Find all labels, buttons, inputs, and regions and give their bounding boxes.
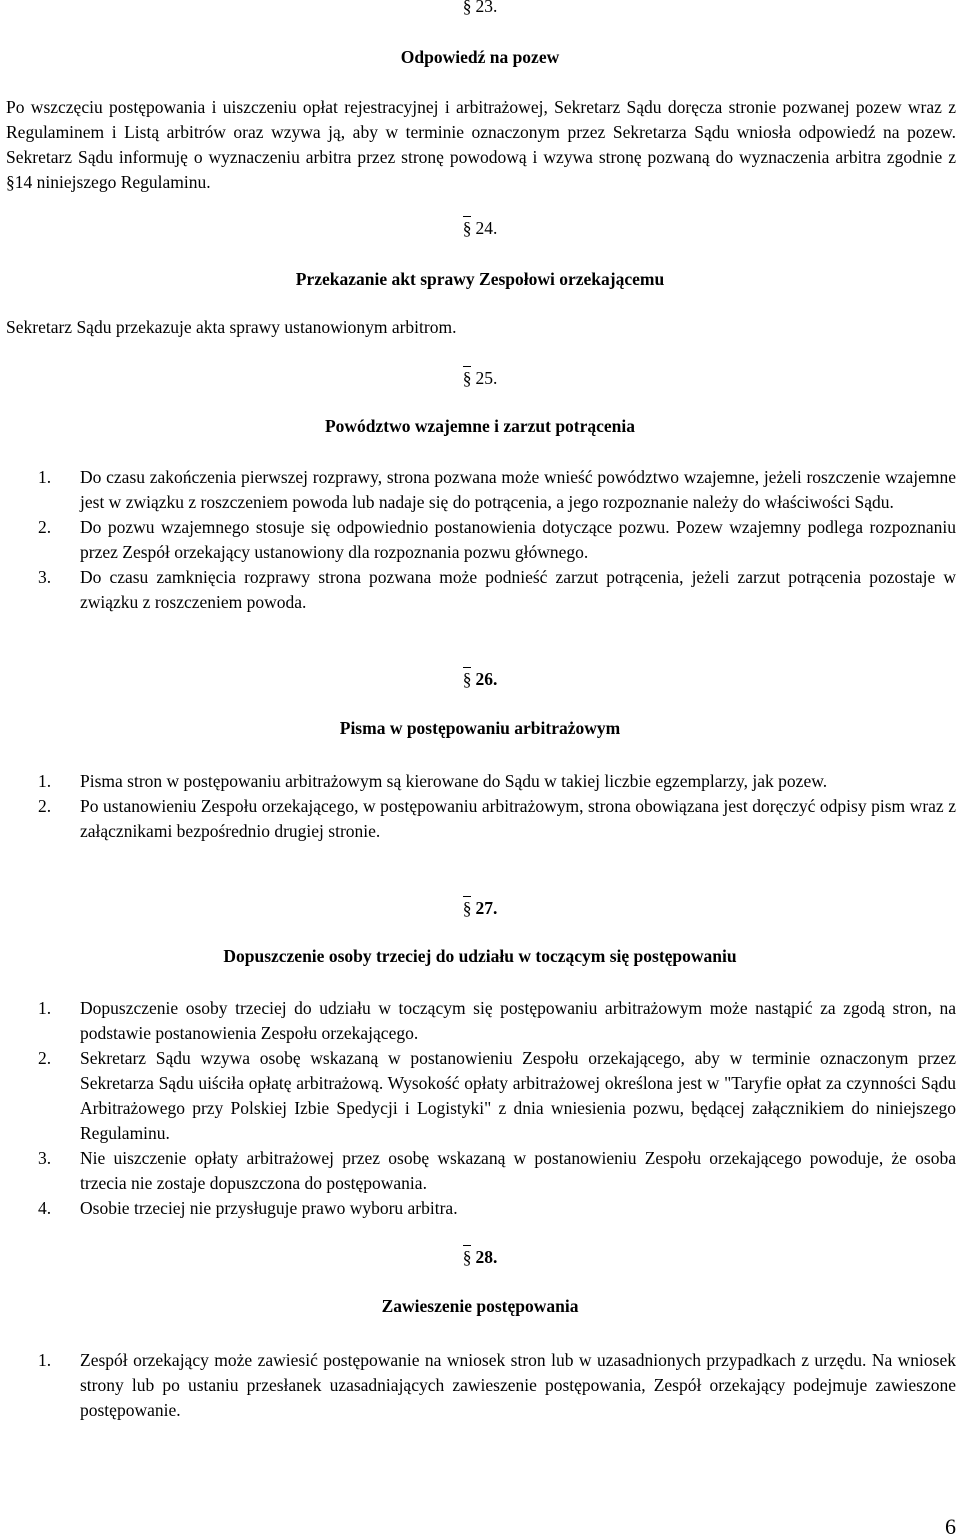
section-24-title: Przekazanie akt sprawy Zespołowi orzekającemu xyxy=(295,269,665,289)
list-item-text: Zespół orzekający może zawiesić postępowanie na wniosek stron lub w uzasadnionych przypadkach z urzędu. Na wniosek strony lub po ustaniu przesłanek uzasadniających zawieszenie postępowania, Zespół orzekający podejmuje zawieszone postępowanie. xyxy=(80,1350,956,1420)
list-item xyxy=(0,794,956,844)
list-item-text: Do czasu zamknięcia rozprawy strona pozwana może podnieść zarzut potrącenia, jeżeli zarzut potrącenia pozostaje w związku z roszczeniem powoda. xyxy=(80,567,956,612)
list-item xyxy=(0,1046,956,1146)
section-25-number xyxy=(0,366,960,391)
list-item-text: Pisma stron w postępowaniu arbitrażowym są kierowane do Sądu w takiej liczbie egzemplarzy, jak pozew. xyxy=(80,771,828,791)
section-25-list xyxy=(0,465,956,615)
section-number: 26. xyxy=(475,669,498,689)
section-number: 27. xyxy=(475,898,498,918)
list-item-number: 2. xyxy=(38,1048,52,1068)
list-item-number: 2. xyxy=(38,517,52,537)
list-item-number: 1. xyxy=(38,771,52,791)
list-item-text: Do czasu zakończenia pierwszej rozprawy, strona pozwana może wnieść powództwo wzajemne, jeżeli roszczenie wzajemne jest w związku z roszczeniem powoda lub nadaje się do potrącenia, a jego rozpoznanie należy do właściwości Sądu. xyxy=(80,467,956,512)
section-number: 25. xyxy=(475,368,498,388)
section-symbol: § xyxy=(463,667,472,692)
section-number: 23. xyxy=(475,0,498,16)
list-item-number: 1. xyxy=(38,998,52,1018)
list-item-number: 4. xyxy=(38,1198,52,1218)
list-item xyxy=(0,515,956,565)
list-item-number: 2. xyxy=(38,796,52,816)
section-26-number xyxy=(0,667,960,692)
section-27-number xyxy=(0,896,960,921)
section-26-title: Pisma w postępowaniu arbitrażowym xyxy=(339,718,621,738)
list-item xyxy=(0,1146,956,1196)
list-item-text: Po ustanowieniu Zespołu orzekającego, w postępowaniu arbitrażowym, strona obowiązana jest doręczyć odpisy pism wraz z załącznikami bezpośrednio drugiej stronie. xyxy=(80,796,956,841)
list-item xyxy=(0,465,956,515)
section-27-title: Dopuszczenie osoby trzeciej do udziału w toczącym się postępowaniu xyxy=(223,946,737,966)
section-23-body: Po wszczęciu postępowania i uiszczeniu opłat rejestracyjnej i arbitrażowej, Sekretarz Sądu doręcza stronie pozwanej pozew wraz z Regulaminem i Listą arbitrów oraz wzywa ją, aby w terminie oznaczonym przez Sekretarza Sądu wniosła odpowiedź na pozew. Sekretarz Sądu informuję o wyznaczeniu arbitra przez stronę powodową i wzywa stronę pozwaną do wyznaczenia arbitra zgodnie z §14 niniejszego Regulaminu. xyxy=(6,97,956,192)
section-symbol: § xyxy=(463,216,472,241)
section-28-list xyxy=(0,1348,956,1423)
list-item xyxy=(0,1196,956,1221)
list-item-text: Sekretarz Sądu wzywa osobę wskazaną w postanowieniu Zespołu orzekającego, aby w terminie oznaczonym przez Sekretarza Sądu uiściła opłatę arbitrażową. Wysokość opłaty arbitrażowej określona jest w "Taryfie opłat za czynności Sądu Arbitrażowego przy Polskiej Izbie Spedycji i Logistyki" z dnia wniesienia pozwu, będącej załącznikiem do niniejszego Regulaminu. xyxy=(80,1048,956,1143)
section-number: 28. xyxy=(475,1247,498,1267)
section-24-body: Sekretarz Sądu przekazuje akta sprawy ustanowionym arbitrom. xyxy=(6,317,457,337)
list-item-number: 3. xyxy=(38,567,52,587)
list-item-text: Do pozwu wzajemnego stosuje się odpowiednio postanowienia dotyczące pozwu. Pozew wzajemny podlega rozpoznaniu przez Zespół orzekający ustanowiony dla rozpoznania pozwu głównego. xyxy=(80,517,956,562)
list-item xyxy=(0,1348,956,1423)
list-item xyxy=(0,565,956,615)
list-item xyxy=(0,996,956,1046)
section-symbol: § xyxy=(463,1245,472,1270)
section-number: 24. xyxy=(475,218,498,238)
section-26-list xyxy=(0,769,956,844)
section-25-title: Powództwo wzajemne i zarzut potrącenia xyxy=(324,416,636,436)
section-27-list xyxy=(0,996,956,1221)
list-item-text: Dopuszczenie osoby trzeciej do udziału w toczącym się postępowaniu arbitrażowym może nastąpić za zgodą stron, na podstawie postanowienia Zespołu orzekającego. xyxy=(80,998,956,1043)
list-item-number: 3. xyxy=(38,1148,52,1168)
section-symbol: § xyxy=(463,896,472,921)
section-symbol: § xyxy=(463,366,472,391)
section-28-title: Zawieszenie postępowania xyxy=(381,1296,579,1316)
page-number: 6 xyxy=(945,1514,956,1539)
list-item-number: 1. xyxy=(38,467,52,487)
section-23-title: Odpowiedź na pozew xyxy=(400,47,560,67)
list-item-text: Osobie trzeciej nie przysługuje prawo wyboru arbitra. xyxy=(80,1198,458,1218)
section-symbol: § xyxy=(463,0,472,19)
section-28-number xyxy=(0,1245,960,1270)
list-item xyxy=(0,769,956,794)
section-24-number xyxy=(0,216,960,241)
list-item-number: 1. xyxy=(38,1350,52,1370)
section-23-number xyxy=(0,0,960,19)
list-item-text: Nie uiszczenie opłaty arbitrażowej przez osobę wskazaną w postanowieniu Zespołu orzekającego powoduje, że osoba trzecia nie zostaje dopuszczona do postępowania. xyxy=(80,1148,956,1193)
